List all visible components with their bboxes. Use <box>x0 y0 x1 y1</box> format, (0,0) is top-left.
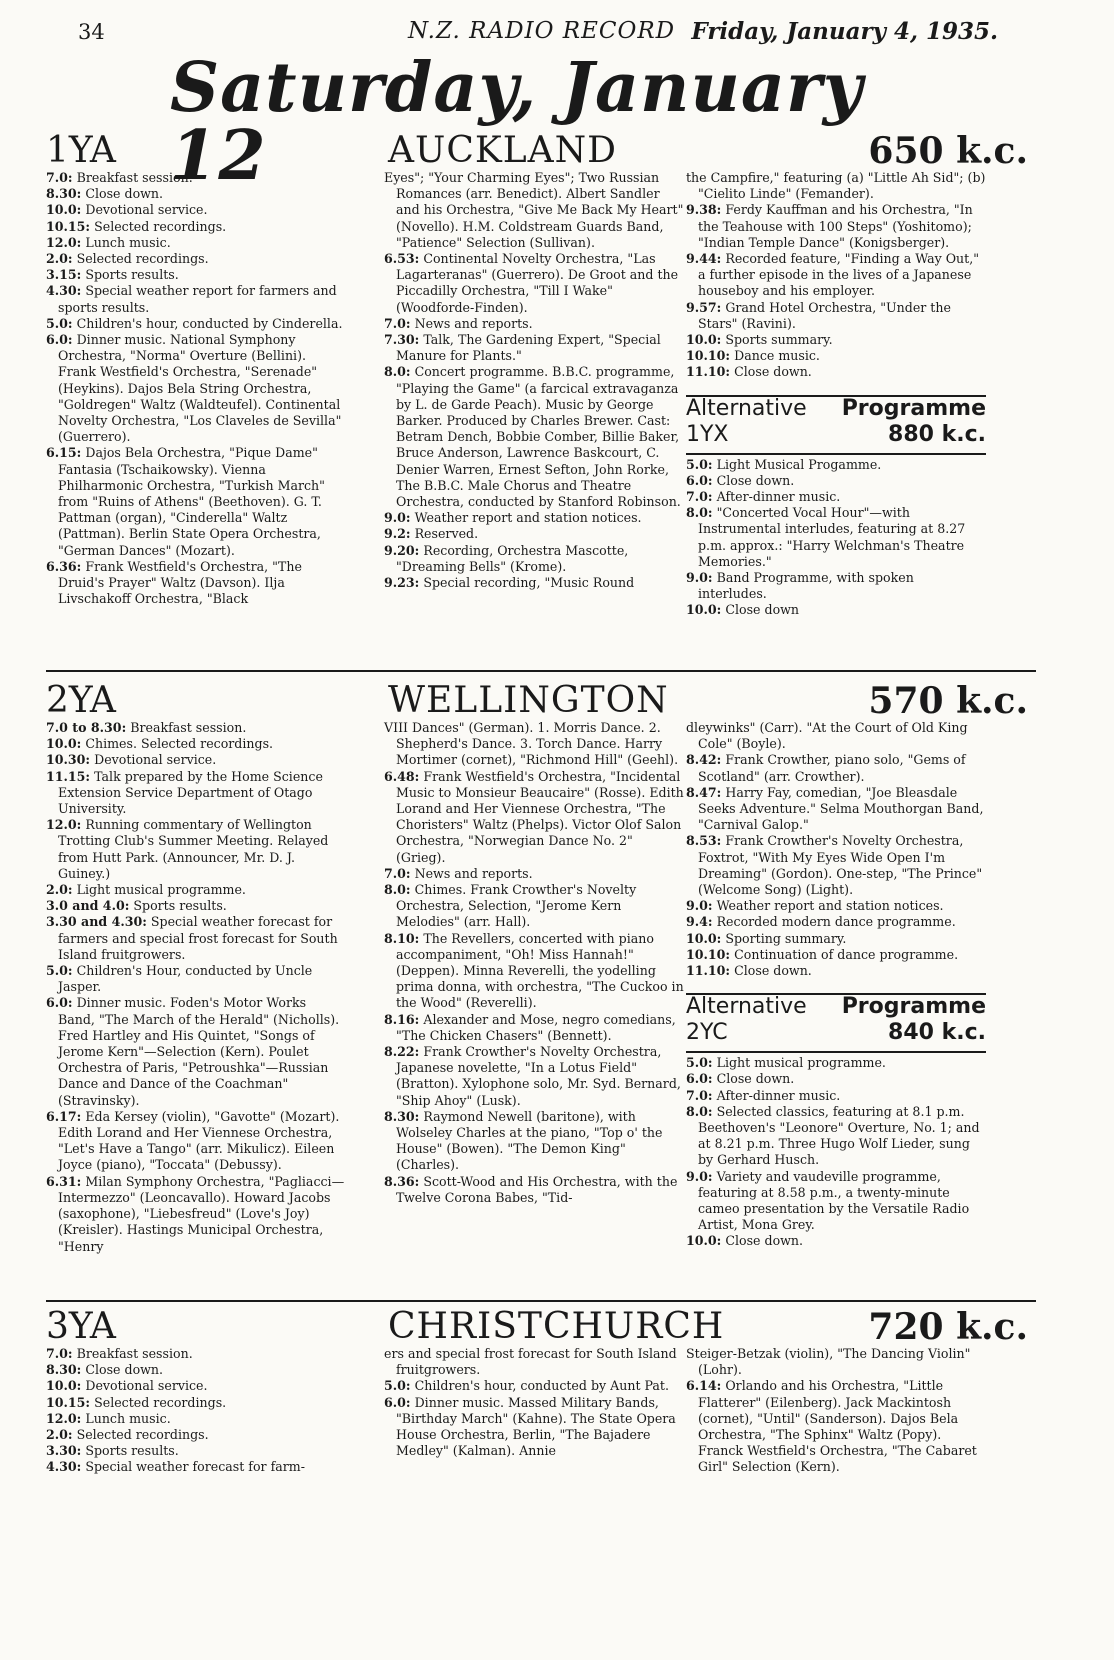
programme-entry <box>686 1104 986 1169</box>
programme-text: the Campfire," featuring (a) "Little Ah Sid"; (b) "Cielito Linde" (Femander). <box>686 170 986 202</box>
programme-text: Close down. <box>716 1071 795 1087</box>
programme-time: 8.47: <box>686 784 722 800</box>
programme-text: Light musical programme. <box>716 1055 886 1071</box>
programme-column-3 <box>686 170 986 621</box>
programme-time: 8.0: <box>384 882 411 898</box>
programme-entry <box>384 1174 684 1206</box>
programme-time: 4.30: <box>46 283 82 299</box>
programme-time: 7.0: <box>384 865 411 881</box>
programme-text: Selected recordings. <box>94 218 227 234</box>
programme-text: Children's Hour, conducted by Uncle Jasper. <box>58 963 313 995</box>
alternative-programme-box <box>686 395 986 619</box>
alternative-call-sign: 2YC <box>686 1020 728 1046</box>
programme-time: 8.42: <box>686 752 722 768</box>
programme-time: 9.0: <box>384 510 411 526</box>
programme-text: Breakfast session. <box>76 1346 193 1361</box>
programme-entry <box>686 785 986 834</box>
programme-time: 8.0: <box>384 364 411 380</box>
programme-text: Frank Westfield's Orchestra, "The Druid's Prayer" Waltz (Davson). Ilja Livschakoff Orchestra, "Black <box>58 558 302 607</box>
programme-text: Lunch music. <box>85 1410 171 1426</box>
programme-text: dleywinks" (Carr). "At the Court of Old King Cole" (Boyle). <box>686 720 968 752</box>
programme-text: Sporting summary. <box>725 930 847 946</box>
programme-time: 6.0: <box>686 1071 713 1087</box>
programme-time: 10.0: <box>46 1378 82 1394</box>
programme-text: Alexander and Mose, negro comedians, "The Chicken Chasers" (Bennett). <box>396 1011 676 1043</box>
alternative-call-sign: 1YX <box>686 421 729 447</box>
programme-time: 10.0: <box>686 1233 722 1249</box>
station-header <box>46 130 1036 170</box>
programme-column-3 <box>686 1346 986 1476</box>
programme-text: Frank Westfield's Orchestra, "Incidental Music to Monsieur Beaucaire" (Rosse). Edith Lorand and Her Viennese Orchestra, "The Choristers" Waltz (Phelps). Victor Olof Salon Orchestra, "Norwegian Dance No. 2" (Grieg). <box>396 768 684 865</box>
programme-time: 9.38: <box>686 202 722 218</box>
programme-entry <box>686 947 986 963</box>
issue-date: Friday, January 4, 1935. <box>691 18 998 45</box>
programme-text: Eyes"; "Your Charming Eyes"; Two Russian Romances (arr. Benedict). Albert Sandler and his Orchestra, "Give Me Back My Heart" (Novello). H.M. Coldstream Guards Band, "Patience" Selection (Sullivan). <box>384 170 684 250</box>
programme-text: Frank Crowther's Novelty Orchestra, Japanese novelette, "In a Lotus Field" (Bratton). Xylophone solo, Mr. Syd. Bernard, "Ship Ahoy" (Lusk). <box>396 1044 681 1108</box>
programme-time: 6.36: <box>46 558 82 574</box>
programme-text: "Concerted Vocal Hour"—with Instrumental interludes, featuring at 8.27 p.m. approx.: "Harry Welchman's Theatre Memories." <box>698 505 966 569</box>
alternative-label: Alternative <box>686 994 807 1020</box>
masthead <box>48 8 1038 45</box>
programme-entry <box>686 202 986 251</box>
programme-entry <box>384 769 684 866</box>
programme-text: Dinner music. National Symphony Orchestra, "Norma" Overture (Bellini). Frank Westfield's Orchestra, "Serenade" (Heykins). Dajos Bela String Orchestra, "Goldregen" Waltz (Waldteufel). Continental Novelty Orchestra, "Los Claveles de Sevilla" (Guerrero). <box>58 332 342 445</box>
programme-entry <box>46 1443 346 1459</box>
station-section-1ya <box>46 130 1036 618</box>
programme-time: 6.0: <box>686 472 713 488</box>
section-divider <box>46 670 1036 672</box>
programme-time: 10.0: <box>686 602 722 618</box>
programme-column-1 <box>46 720 346 1255</box>
programme-time: 7.0: <box>384 315 411 331</box>
programme-text: Special weather forecast for farm- <box>85 1459 305 1475</box>
programme-text: Steiger-Betzak (violin), "The Dancing Violin" (Lohr). <box>686 1346 971 1378</box>
alternative-label: Alternative <box>686 395 807 421</box>
programme-time: 12.0: <box>46 817 82 833</box>
programme-text: Continental Novelty Orchestra, "Las Lagarteranas" (Guerrero). De Groot and the Piccadilly Orchestra, "Till I Wake" (Woodforde-Finden). <box>396 251 679 315</box>
programme-entry <box>46 316 346 332</box>
programme-text: Breakfast session. <box>76 170 193 185</box>
programme-time: 6.17: <box>46 1108 82 1124</box>
programme-text: Weather report and station notices. <box>414 510 642 526</box>
programme-time: 7.0: <box>46 1346 73 1361</box>
programme-text: Talk prepared by the Home Science Extension Service Department of Otago University. <box>58 768 323 817</box>
programme-time: 10.0: <box>46 736 82 752</box>
programme-entry <box>686 570 986 602</box>
programme-text: Running commentary of Wellington Trotting Club's Summer Meeting. Relayed from Hutt Park. (Announcer, Mr. D. J. Guiney.) <box>58 817 329 881</box>
programme-text: Close down. <box>85 1362 164 1378</box>
programme-text: Weather report and station notices. <box>716 898 944 914</box>
programme-time: 10.10: <box>686 946 731 962</box>
programme-entry <box>46 769 346 818</box>
section-divider <box>46 1300 1036 1302</box>
programme-text: Selected recordings. <box>76 1427 209 1443</box>
programme-entry <box>686 457 986 473</box>
programme-time: 9.0: <box>686 570 713 586</box>
programme-entry <box>686 332 986 348</box>
programme-time: 9.2: <box>384 526 411 542</box>
programme-time: 6.0: <box>46 995 73 1011</box>
programme-time: 9.23: <box>384 575 420 591</box>
programme-time: 8.30: <box>46 1362 82 1378</box>
programme-text: Devotional service. <box>85 202 208 218</box>
programme-column-2 <box>384 720 684 1206</box>
programme-time: 5.0: <box>686 456 713 472</box>
programme-text: Close down. <box>716 472 795 488</box>
programme-entry <box>46 251 346 267</box>
programme-text: Close down. <box>85 186 164 202</box>
programme-text: Variety and vaudeville programme, featuring at 8.58 p.m., a twenty-minute cameo presentation by the Versatile Radio Artist, Mona Grey. <box>698 1168 970 1233</box>
programme-entry <box>686 300 986 332</box>
programme-text: Devotional service. <box>94 752 217 768</box>
programme-text: Close down. <box>725 1233 804 1249</box>
programme-time: 11.10: <box>686 963 731 979</box>
programme-text: Dinner music. Massed Military Bands, "Birthday March" (Kahne). The State Opera House Orchestra, Berlin, "The Bajadere Medley" (Kalman). Annie <box>396 1394 676 1459</box>
station-city: CHRISTCHURCH <box>388 1306 725 1347</box>
programme-entry <box>46 219 346 235</box>
programme-entry <box>46 332 346 445</box>
programme-entry <box>686 752 986 784</box>
programme-text: Children's hour, conducted by Cinderella. <box>76 315 343 331</box>
programme-text: Close down. <box>734 963 812 979</box>
page-headline: Saturday, January 12 <box>170 48 864 196</box>
programme-time: 7.0: <box>46 170 73 185</box>
programme-text: Scott-Wood and His Orchestra, with the Twelve Corona Babes, "Tid- <box>396 1173 678 1205</box>
programme-time: 8.30: <box>384 1108 420 1124</box>
programme-entry <box>46 1411 346 1427</box>
programme-time: 9.0: <box>686 1168 713 1184</box>
programme-text: Special weather report for farmers and sports results. <box>58 283 337 315</box>
programme-entry <box>686 1055 986 1071</box>
programme-entry <box>384 1395 684 1460</box>
programme-entry <box>384 1012 684 1044</box>
programme-time: 5.0: <box>46 963 73 979</box>
programme-time: 11.15: <box>46 768 91 784</box>
programme-entry <box>46 898 346 914</box>
programme-text: Eda Kersey (violin), "Gavotte" (Mozart). Edith Lorand and Her Viennese Orchestra, "Let's Have a Tango" (arr. Mikulicz). Eileen Joyce (piano), "Toccata" (Debussy). <box>58 1108 340 1173</box>
alternative-station-line <box>686 421 986 453</box>
programme-text: Ferdy Kauffman and his Orchestra, "In the Teahouse with 100 Steps" (Yoshitomo); "Indian Temple Dance" (Konigsberger). <box>698 202 973 250</box>
programme-text: Frank Crowther, piano solo, "Gems of Scotland" (arr. Crowther). <box>698 752 966 784</box>
programme-time: 3.0 and 4.0: <box>46 898 130 914</box>
programme-entry <box>46 202 346 218</box>
programme-time: 7.30: <box>384 332 420 348</box>
programme-time: 12.0: <box>46 234 82 250</box>
programme-time: 6.31: <box>46 1173 82 1189</box>
publication-name: N.Z. RADIO RECORD <box>408 18 676 44</box>
programme-text: Recording, Orchestra Mascotte, "Dreaming Bells" (Krome). <box>396 542 629 574</box>
programme-entry <box>384 575 684 591</box>
programme-time: 7.0 to 8.30: <box>46 720 127 735</box>
programme-text: Harry Fay, comedian, "Joe Bleasdale Seeks Adventure." Selma Mouthorgan Band, "Carnival Galop." <box>698 784 984 833</box>
programme-text: Grand Hotel Orchestra, "Under the Stars" (Ravini). <box>698 299 951 331</box>
programme-entry <box>46 1395 346 1411</box>
programme-text: Chimes. Selected recordings. <box>85 736 274 752</box>
programme-time: 10.30: <box>46 752 91 768</box>
programme-time: 3.30: <box>46 1443 82 1459</box>
programme-entry <box>686 931 986 947</box>
programme-entry <box>46 720 346 736</box>
programme-time: 8.16: <box>384 1011 420 1027</box>
programme-column-1 <box>46 1346 346 1476</box>
programme-time: 5.0: <box>384 1378 411 1394</box>
programme-entry <box>46 1427 346 1443</box>
programme-text: ers and special frost forecast for South Island fruitgrowers. <box>384 1346 677 1378</box>
programme-entry <box>46 882 346 898</box>
station-section-3ya <box>46 1306 1036 1475</box>
programme-text: Frank Crowther's Novelty Orchestra, Foxtrot, "With My Eyes Wide Open I'm Dreaming" (Gordon). One-step, "The Prince" (Welcome Song) (Light). <box>698 833 983 898</box>
programme-column-1 <box>46 170 346 607</box>
programme-label: Programme <box>841 994 986 1020</box>
programme-time: 8.36: <box>384 1173 420 1189</box>
programme-time: 10.15: <box>46 218 91 234</box>
programme-entry <box>46 752 346 768</box>
programme-entry <box>686 1233 986 1249</box>
programme-time: 2.0: <box>46 251 73 267</box>
programme-entry <box>686 251 986 300</box>
programme-entry <box>46 1174 346 1255</box>
programme-time: 11.10: <box>686 364 731 380</box>
alternative-underline <box>686 453 986 455</box>
programme-text: News and reports. <box>414 315 533 331</box>
programme-text: Reserved. <box>414 526 479 542</box>
programme-text: Selected recordings. <box>76 251 209 267</box>
station-city: AUCKLAND <box>388 130 618 171</box>
station-frequency: 570 k.c. <box>868 680 1028 722</box>
programme-text: Special weather forecast for farmers and special frost forecast for South Island fruitgrowers. <box>58 914 338 962</box>
programme-entry <box>384 364 684 510</box>
programme-time: 9.44: <box>686 251 722 267</box>
programme-entry <box>46 914 346 963</box>
programme-entry <box>686 720 986 752</box>
programme-time: 6.15: <box>46 445 82 461</box>
station-header <box>46 1306 1036 1346</box>
programme-time: 3.30 and 4.30: <box>46 914 147 930</box>
alternative-frequency: 840 k.c. <box>888 1020 986 1046</box>
programme-entry <box>384 1346 684 1378</box>
programme-time: 10.0: <box>46 202 82 218</box>
programme-text: Chimes. Frank Crowther's Novelty Orchestra, Selection, "Jerome Kern Melodies" (arr. Hall). <box>396 882 637 930</box>
programme-text: Close down. <box>734 364 812 380</box>
programme-text: Talk, The Gardening Expert, "Special Manure for Plants." <box>396 332 661 364</box>
programme-entry <box>686 1346 986 1378</box>
programme-entry <box>384 332 684 364</box>
programme-entry <box>384 1378 684 1394</box>
programme-time: 6.53: <box>384 251 420 267</box>
programme-time: 8.0: <box>686 1103 713 1119</box>
programme-text: Concert programme. B.B.C. programme, "Playing the Game" (a farcical extravaganza by L. de Garde Peach). Music by George Barker. Produced by Charles Brewer. Cast: Betram Dench, Bobbie Comber, Billie Baker, Bruce Anderson, Lawrence Baskcourt, C. Denier Warren, Ernest Sefton, John Rorke, The B.B.C. Male Chorus and Theatre Orchestra, conducted by Stanford Robinson. <box>396 364 681 510</box>
programme-entry <box>46 1109 346 1174</box>
programme-time: 6.14: <box>686 1378 722 1394</box>
station-frequency: 650 k.c. <box>868 130 1028 172</box>
station-city: WELLINGTON <box>388 680 669 721</box>
programme-time: 8.22: <box>384 1044 420 1060</box>
programme-entry <box>384 882 684 931</box>
programme-time: 9.20: <box>384 542 420 558</box>
programme-time: 10.0: <box>686 930 722 946</box>
programme-text: Light Musical Progamme. <box>716 456 882 472</box>
programme-time: 6.48: <box>384 768 420 784</box>
programme-column-2 <box>384 170 684 591</box>
programme-entry <box>686 489 986 505</box>
programme-time: 8.30: <box>46 186 82 202</box>
programme-entry <box>384 510 684 526</box>
programme-text: Raymond Newell (baritone), with Wolseley Charles at the piano, "Top o' the House" (Bowen). "The Demon King" (Charles). <box>396 1108 663 1173</box>
station-frequency: 720 k.c. <box>868 1306 1028 1348</box>
page-number: 34 <box>78 20 105 44</box>
programme-entry <box>384 526 684 542</box>
programme-text: Dance music. <box>734 348 820 364</box>
programme-entry <box>46 817 346 882</box>
programme-time: 9.0: <box>686 898 713 914</box>
programme-text: Close down <box>725 602 800 618</box>
programme-label: Programme <box>841 395 986 421</box>
programme-text: VIII Dances" (German). 1. Morris Dance. 2. Shepherd's Dance. 3. Torch Dance. Harry Mortimer (cornet), "Richmond Hill" (Geehl). <box>384 720 679 768</box>
station-call-sign: 3YA <box>46 1306 116 1347</box>
programme-text: The Revellers, concerted with piano accompaniment, "Oh! Miss Hannah!" (Deppen). Minna Reverelli, the yodelling prima donna, with orchestra, "The Cuckoo in the Wood" (Reverelli). <box>396 930 684 1011</box>
programme-entry <box>384 720 684 769</box>
programme-entry <box>384 1109 684 1174</box>
programme-entry <box>46 559 346 608</box>
programme-entry <box>686 898 986 914</box>
programme-text: Breakfast session. <box>130 720 247 735</box>
programme-entry <box>46 267 346 283</box>
programme-entry <box>686 914 986 930</box>
programme-time: 10.15: <box>46 1394 91 1410</box>
programme-time: 5.0: <box>46 315 73 331</box>
programme-text: Selected recordings. <box>94 1394 227 1410</box>
programme-time: 8.53: <box>686 833 722 849</box>
programme-time: 10.10: <box>686 348 731 364</box>
alternative-programme-box <box>686 993 986 1249</box>
programme-text: Sports summary. <box>725 332 833 348</box>
programme-time: 2.0: <box>46 1427 73 1443</box>
station-call-sign: 2YA <box>46 680 116 721</box>
programme-entry <box>46 963 346 995</box>
programme-text: Light musical programme. <box>76 882 246 898</box>
programme-text: Dinner music. Foden's Motor Works Band, "The March of the Herald" (Nicholls). Fred Hartley and His Quintet, "Songs of Jerome Kern"—Selection (Kern). Poulet Orchestra of Paris, "Petroushka"—Russian Dance and Dance of the Coachman" (Stravinsky). <box>58 995 340 1108</box>
programme-entry <box>46 736 346 752</box>
programme-entry <box>384 543 684 575</box>
programme-time: 8.10: <box>384 930 420 946</box>
programme-entry <box>46 170 346 186</box>
alternative-underline <box>686 1051 986 1053</box>
programme-time: 7.0: <box>686 1087 713 1103</box>
programme-entry <box>686 170 986 202</box>
programme-text: Milan Symphony Orchestra, "Pagliacci—Intermezzo" (Leoncavallo). Howard Jacobs (saxophone), "Liebesfreud" (Love's Joy) (Kreisler). Hastings Municipal Orchestra, "Henry <box>58 1173 345 1254</box>
programme-text: Special recording, "Music Round <box>423 575 635 591</box>
programme-entry <box>686 364 986 380</box>
programme-text: Orlando and his Orchestra, "Little Flatterer" (Eilenberg). Jack Mackintosh (cornet), "Until" (Sanderson). Dajos Bela Orchestra, "The Sphinx" Waltz (Popy). Franck Westfield's Orchestra, "The Cabaret Girl" Selection (Kern). <box>698 1378 977 1475</box>
programme-text: Lunch music. <box>85 234 171 250</box>
programme-text: Devotional service. <box>85 1378 208 1394</box>
programme-text: Dajos Bela Orchestra, "Pique Dame" Fantasia (Tschaikowsky). Vienna Philharmonic Orchestra, "Turkish March" from "Ruins of Athens" (Beethoven). G. T. Pattman (organ), "Cinderella" Waltz (Pattman). Berlin State Opera Orchestra, "German Dances" (Mozart). <box>58 445 325 558</box>
programme-time: 12.0: <box>46 1410 82 1426</box>
programme-entry <box>686 473 986 489</box>
programme-entry <box>686 1378 986 1475</box>
programme-entry <box>686 963 986 979</box>
programme-time: 8.0: <box>686 505 713 521</box>
programme-time: 3.15: <box>46 267 82 283</box>
programme-entry <box>384 1044 684 1109</box>
programme-time: 10.0: <box>686 332 722 348</box>
programme-text: Sports results. <box>133 898 227 914</box>
station-section-2ya <box>46 680 1036 1254</box>
programme-entry <box>46 1459 346 1475</box>
programme-time: 7.0: <box>686 489 713 505</box>
programme-column-3 <box>686 720 986 1252</box>
programme-entry <box>46 283 346 315</box>
programme-entry <box>686 1071 986 1087</box>
alternative-station-line <box>686 1020 986 1051</box>
programme-entry <box>384 931 684 1012</box>
programme-text: Continuation of dance programme. <box>734 946 959 962</box>
alternative-frequency: 880 k.c. <box>888 421 986 447</box>
programme-text: News and reports. <box>414 865 533 881</box>
programme-entry <box>384 170 684 251</box>
station-call-sign: 1YA <box>46 130 116 171</box>
programme-entry <box>686 505 986 570</box>
station-header <box>46 680 1036 720</box>
programme-text: Band Programme, with spoken interludes. <box>698 570 914 602</box>
programme-entry <box>384 251 684 316</box>
programme-text: Recorded modern dance programme. <box>716 914 956 930</box>
programme-entry <box>46 1346 346 1362</box>
programme-text: Recorded feature, "Finding a Way Out," a further episode in the lives of a Japanese houseboy and his employer. <box>698 251 980 299</box>
programme-time: 9.57: <box>686 299 722 315</box>
programme-entry <box>46 445 346 558</box>
programme-entry <box>46 995 346 1108</box>
programme-time: 6.0: <box>384 1394 411 1410</box>
programme-entry <box>686 1088 986 1104</box>
programme-entry <box>46 1378 346 1394</box>
programme-entry <box>686 1169 986 1234</box>
programme-time: 5.0: <box>686 1055 713 1071</box>
programme-entry <box>46 186 346 202</box>
programme-entry <box>384 866 684 882</box>
programme-text: Sports results. <box>85 1443 179 1459</box>
programme-entry <box>686 602 986 618</box>
programme-text: Selected classics, featuring at 8.1 p.m. Beethoven's "Leonore" Overture, No. 1; and at 8.21 p.m. Three Hugo Wolf Lieder, sung by Gerhard Husch. <box>698 1103 980 1168</box>
programme-entry <box>46 1362 346 1378</box>
programme-entry <box>384 316 684 332</box>
programme-text: After-dinner music. <box>716 489 841 505</box>
programme-column-2 <box>384 1346 684 1459</box>
programme-text: Children's hour, conducted by Aunt Pat. <box>414 1378 669 1394</box>
programme-entry <box>686 833 986 898</box>
programme-text: After-dinner music. <box>716 1087 841 1103</box>
programme-time: 4.30: <box>46 1459 82 1475</box>
programme-entry <box>46 235 346 251</box>
programme-text: Sports results. <box>85 267 179 283</box>
programme-entry <box>686 348 986 364</box>
programme-time: 2.0: <box>46 882 73 898</box>
programme-time: 9.4: <box>686 914 713 930</box>
programme-time: 6.0: <box>46 332 73 348</box>
